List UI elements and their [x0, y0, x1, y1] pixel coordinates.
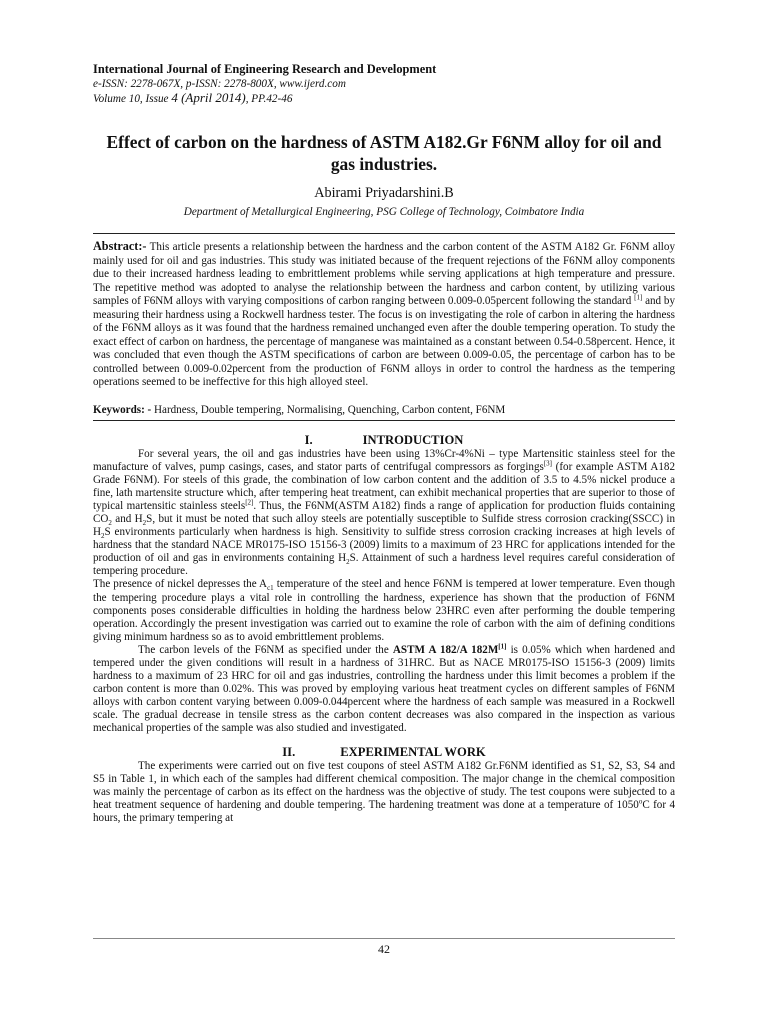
text-run: S. Attainment of such a hardness level requires careful consideration of tempering procedure.	[93, 552, 675, 578]
citation-2: [2]	[245, 498, 254, 507]
divider-top	[93, 233, 675, 234]
experimental-paragraph-1	[93, 760, 675, 825]
text-run: The carbon levels of the F6NM as specified under the	[138, 643, 393, 656]
subscript: 2	[108, 519, 112, 528]
abstract-label: Abstract:-	[93, 239, 147, 253]
intro-paragraph-2	[93, 578, 675, 643]
text-run: C for 4 hours, the primary tempering at	[93, 799, 675, 825]
text-run: The presence of nickel depresses the A	[93, 578, 268, 591]
subscript: 2	[142, 519, 147, 528]
text-run: and H	[111, 513, 143, 526]
section-number: I.	[304, 433, 313, 448]
subscript: 2	[101, 532, 105, 541]
journal-name: International Journal of Engineering Research and Development	[93, 62, 437, 76]
text-run: For several years, the oil and gas industries have been using 13%Cr-4%Ni – type Martensitic stainless steel for the manufacture of valves, pump casings, cases, and stator parts of centrifugal compressors as forgings	[93, 448, 675, 474]
affiliation: Department of Metallurgical Engineering, PSG College of Technology, Coimbatore India	[183, 206, 585, 218]
intro-paragraph-1	[93, 448, 675, 578]
text-run: . Thus, the F6NM(ASTM A182) finds a range of application for production fluids containing CO	[93, 500, 675, 526]
journal-volume	[93, 91, 675, 106]
author: Abirami Priyadarshini.B	[314, 185, 454, 201]
keywords-text: Hardness, Double tempering, Normalising, Quenching, Carbon content, F6NM	[151, 404, 506, 417]
text-run: S environments particularly when hardness is high. Sensitivity to sulfide stress corrosion cracking increases at high levels of hardness that the standard NACE MR0175-ISO 15156-3 (2009) limits to a maximum of 23 HRC for applications intended for the production of oil and gas in environments containing H	[93, 526, 675, 565]
abstract-text-1: This article presents a relationship between the hardness and the carbon content of the ASTM A182 Gr. F6NM alloy mainly used for oil and gas industries. This study was initiated because of the frequent rejections of the F6NM alloy components due to their increased hardness leading to embrittlement problems while serving applications at high temperature and pressure. The repetitive method was adopted to analyse the relationship between the hardness and carbon content, by utilizing various samples of F6NM alloys with varying compositions of carbon ranging between 0.009-0.05percent following the standard	[93, 241, 675, 308]
keywords-label: Keywords: -	[93, 404, 152, 417]
subscript: 2	[346, 558, 350, 567]
text-run: (for example ASTM A182 Grade F6NM). For steels of this grade, the combination of low carbon content and the addition of 3.5 to 4.5% nickel produce a fine, lath martensite structure which, after tempering heat treatment, can exhibit mechanical properties that are superior to those of typical martensitic stainless steels	[93, 461, 675, 513]
page-range: , PP.42-46	[245, 93, 293, 105]
degree-symbol: o	[638, 797, 643, 806]
page-content	[93, 62, 675, 825]
text-run: is 0.05% which when hardened and tempered under the given conditions will result in a hardness of 31HRC. But as NACE MR0175-ISO 15156-3 (2009) limits hardness to a maximum of 23 HRC for oil and gas industries, controlling the hardness under this limit becomes a problem if the carbon content is more than 0.02%. This was proved by employing various heat treatment cycles on different samples of F6NM alloys with carbon content varying between 0.009-0.044percent where the hardness of each sample was measured in a Rockwell scale. The gradual decrease in tensile stress as the carbon content decreases was also compared in the inspection as various mechanical properties of the sample was also studied and investigated.	[93, 643, 675, 734]
text-run: S, but it must be noted that such alloy steels are potentially susceptible to Sulfide stress corrosion cracking(SSCC) in H	[93, 513, 676, 539]
abstract	[93, 240, 675, 390]
intro-paragraph-3	[93, 644, 675, 735]
keywords	[93, 403, 675, 417]
citation-1: [1]	[498, 642, 507, 651]
standard-name: ASTM A 182/A 182M	[392, 643, 499, 656]
section-number: II.	[282, 745, 296, 760]
page-number: 42	[378, 942, 390, 956]
volume-prefix: Volume 10, Issue	[93, 93, 172, 105]
section-heading-experimental	[93, 745, 675, 760]
citation-1: [1]	[634, 293, 643, 302]
abstract-text-2: and by measuring their hardness using a Rockwell hardness tester. The focus is on investigating the role of carbon in altering the hardness of the F6NM alloys as it was found that the hardness remained unchanged even after the double tempering operation. To study the exact effect of carbon on hardness, the percentage of manganese was maintained as a constant between 0.54-0.58percent. Hence, it was concluded that even though the ASTM specifications of carbon are between 0.009-0.05, the percentage of carbon has to be controlled between 0.009-0.02percent from the production of F6NM alloys in order to control the hardness as the tempering operations seemed to be ineffective for this high alloyed steel.	[93, 295, 675, 389]
journal-issn: e-ISSN: 2278-067X, p-ISSN: 2278-800X, www.ijerd.com	[93, 78, 346, 90]
issue-date: 4 (April 2014)	[171, 90, 246, 105]
text-run: The experiments were carried out on five test coupons of steel ASTM A182 Gr.F6NM identified as S1, S2, S3, S4 and S5 in Table 1, in which each of the samples had different chemical composition. The major change in the chemical composition was mainly the percentage of carbon as its effect on the hardness was the objective of study. The test coupons were subjected to a heat treatment sequence of hardening and double tempering. The hardening treatment was done at a temperature of 1050	[93, 760, 675, 812]
divider-keywords	[93, 420, 675, 421]
section-heading-introduction	[93, 433, 675, 448]
paper-title: Effect of carbon on the hardness of ASTM A182.Gr F6NM alloy for oil and gas industries.	[106, 132, 662, 174]
subscript: c1	[267, 584, 274, 593]
section-title: EXPERIMENTAL WORK	[340, 745, 486, 760]
footer-divider	[93, 938, 675, 939]
section-title: INTRODUCTION	[362, 433, 464, 448]
text-run: temperature of the steel and hence F6NM is tempered at lower temperature. Even though the tempering procedure plays a vital role in controlling the hardness, experience has shown that the production of F6NM components poses considerable difficulties in holding the hardness below 23HRC even after performing the double tempering operation. Accordingly the present investigation was carried out to examine the role of carbon with the aim of defining conditions giving minimum hardness so as to avoid embrittlement problems.	[93, 578, 675, 643]
citation-3: [3]	[543, 459, 553, 468]
